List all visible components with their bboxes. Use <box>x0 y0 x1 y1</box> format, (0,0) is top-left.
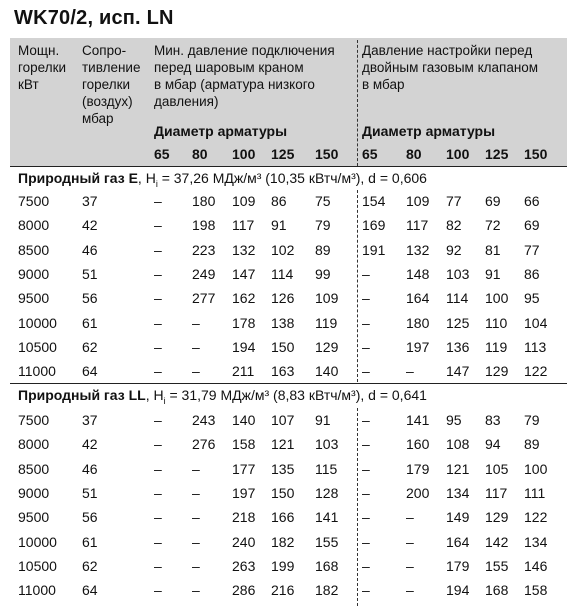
table-cell: – <box>192 484 200 501</box>
table-cell: 66 <box>524 193 540 209</box>
table-cell: – <box>362 265 370 282</box>
diameter-125: 125 <box>485 146 509 162</box>
section-rule <box>10 383 567 384</box>
table-cell: 100 <box>524 460 548 477</box>
table-cell: 42 <box>82 217 98 234</box>
table-cell: 10500 <box>18 338 57 355</box>
table-cell: 129 <box>485 509 509 526</box>
table-cell: – <box>192 338 200 355</box>
table-cell: 91 <box>485 265 501 282</box>
table-cell: 223 <box>192 241 216 258</box>
table-cell: 92 <box>446 241 462 258</box>
diameter-125: 125 <box>271 146 295 162</box>
table-cell: 147 <box>446 363 470 380</box>
table-cell: 122 <box>524 363 548 380</box>
table-cell: 103 <box>446 265 470 282</box>
table-cell: 62 <box>82 338 98 355</box>
table-cell: – <box>154 412 162 428</box>
section-params: = 37,26 МДж/м³ (10,35 кВтч/м³), d = 0,606 <box>157 170 427 186</box>
table-cell: 134 <box>446 484 470 501</box>
table-cell: 150 <box>271 484 295 501</box>
table-cell: 82 <box>446 217 462 234</box>
table-cell: 62 <box>82 557 98 574</box>
table-cell: – <box>192 557 200 574</box>
table-cell: 182 <box>315 582 339 599</box>
table-cell: 89 <box>315 241 331 258</box>
table-cell: 149 <box>446 509 470 526</box>
table-cell: 141 <box>315 509 339 526</box>
header-min-pressure: Мин. давление подключения перед шаровым краном в мбар (арматура низкого давления) <box>154 43 335 109</box>
table-cell: – <box>362 290 370 307</box>
table-cell: 9000 <box>18 265 50 282</box>
table-cell: 240 <box>232 533 256 550</box>
table-cell: – <box>406 582 414 599</box>
table-cell: 119 <box>315 314 338 331</box>
table-cell: 109 <box>232 193 256 209</box>
section-gas-name: Природный газ LL <box>18 387 146 403</box>
header-resistance: Сопро- тивление горелки (воздух) мбар <box>82 43 141 126</box>
table-cell: 155 <box>315 533 339 550</box>
table-cell: 218 <box>232 509 256 526</box>
table-cell: 46 <box>82 460 98 477</box>
table-cell: – <box>362 338 370 355</box>
table-cell: 83 <box>485 412 501 428</box>
table-cell: 111 <box>524 484 546 501</box>
section-hi: , H <box>145 387 164 403</box>
table-cell: 158 <box>524 582 548 599</box>
table-cell: 64 <box>82 363 98 380</box>
diameter-label-right: Диаметр арматуры <box>362 123 496 139</box>
table-cell: – <box>154 338 162 355</box>
diameter-65: 65 <box>362 146 378 162</box>
table-cell: 69 <box>485 193 501 209</box>
table-cell: – <box>154 582 162 599</box>
table-cell: 86 <box>271 193 287 209</box>
table-cell: 197 <box>232 484 256 501</box>
diameter-150: 150 <box>524 146 548 162</box>
table-cell: 51 <box>82 265 98 282</box>
page-title: WK70/2, исп. LN <box>14 7 174 29</box>
table-cell: – <box>154 241 162 258</box>
table-cell: 86 <box>524 265 540 282</box>
table-cell: 148 <box>406 265 430 282</box>
table-cell: – <box>192 363 200 380</box>
table-cell: 8500 <box>18 241 50 258</box>
table-cell: 95 <box>524 290 540 307</box>
table-cell: – <box>362 314 370 331</box>
table-cell: 179 <box>406 460 430 477</box>
table-cell: 46 <box>82 241 98 258</box>
table-cell: 263 <box>232 557 256 574</box>
table-cell: – <box>154 484 162 501</box>
table-cell: 56 <box>82 290 98 307</box>
table-cell: 178 <box>232 314 256 331</box>
section-title <box>18 387 427 406</box>
table-cell: 169 <box>362 217 386 234</box>
table-cell: 104 <box>524 314 548 331</box>
table-cell: 194 <box>232 338 256 355</box>
table-cell: 69 <box>524 217 540 234</box>
table-cell: 11000 <box>18 582 56 599</box>
table-cell: 286 <box>232 582 256 599</box>
table-cell: 61 <box>82 314 98 331</box>
table-cell: – <box>154 460 162 477</box>
table-cell: 125 <box>446 314 470 331</box>
section-params: = 31,79 МДж/м³ (8,83 кВтч/м³), d = 0,641 <box>165 387 427 403</box>
table-cell: – <box>362 557 370 574</box>
table-cell: 108 <box>446 436 470 453</box>
table-cell: 198 <box>192 217 216 234</box>
table-cell: 122 <box>524 509 548 526</box>
table-cell: 91 <box>271 217 287 234</box>
table-cell: – <box>362 582 370 599</box>
table-cell: 276 <box>192 436 216 453</box>
table-cell: – <box>362 436 370 453</box>
table-cell: 95 <box>446 412 462 428</box>
table-cell: 117 <box>406 217 429 234</box>
table-cell: 77 <box>446 193 462 209</box>
diameter-100: 100 <box>446 146 470 162</box>
table-cell: 132 <box>232 241 256 258</box>
table-cell: 150 <box>271 338 295 355</box>
table-cell: 7500 <box>18 412 50 428</box>
table-cell: – <box>362 509 370 526</box>
table-cell: – <box>406 363 414 380</box>
table-cell: – <box>406 533 414 550</box>
table-cell: 75 <box>315 193 331 209</box>
table-cell: 132 <box>406 241 430 258</box>
header-setting-pressure: Давление настройки перед двойным газовым клапаном в мбар <box>362 43 539 92</box>
table-cell: 168 <box>485 582 509 599</box>
table-cell: 7500 <box>18 193 50 209</box>
table-cell: 8000 <box>18 436 50 453</box>
table-cell: 126 <box>271 290 295 307</box>
table-cell: 77 <box>524 241 540 258</box>
table-cell: 42 <box>82 436 98 453</box>
table-cell: 134 <box>524 533 548 550</box>
table-cell: 200 <box>406 484 430 501</box>
table-cell: – <box>154 217 162 234</box>
table-cell: 128 <box>315 484 339 501</box>
section-hi: , H <box>137 170 156 186</box>
table-cell: 11000 <box>18 363 56 380</box>
table-cell: – <box>154 193 162 209</box>
table-cell: 79 <box>524 412 540 428</box>
table-cell: – <box>154 265 162 282</box>
table-cell: – <box>154 436 162 453</box>
table-cell: 147 <box>232 265 256 282</box>
table-cell: – <box>192 582 200 599</box>
table-cell: – <box>362 533 370 550</box>
table-cell: 10000 <box>18 533 57 550</box>
table-cell: 8500 <box>18 460 50 477</box>
section-hi-sub: i <box>155 178 158 189</box>
table-cell: – <box>154 533 162 550</box>
table-cell: – <box>192 460 200 477</box>
table-cell: 107 <box>271 412 295 428</box>
table-cell: 141 <box>406 412 430 428</box>
section-gas-name: Природный газ E <box>18 170 138 186</box>
diameter-80: 80 <box>192 146 208 162</box>
table-cell: – <box>192 533 200 550</box>
table-cell: 10000 <box>18 314 57 331</box>
table-cell: 51 <box>82 484 98 501</box>
table-cell: 179 <box>446 557 470 574</box>
header-power: Мощн. горелки кВт <box>18 43 67 92</box>
table-cell: 113 <box>524 338 547 355</box>
table-cell: 121 <box>446 460 470 477</box>
table-cell: 142 <box>485 533 509 550</box>
table-cell: – <box>154 509 162 526</box>
diameter-100: 100 <box>232 146 256 162</box>
table-cell: 194 <box>446 582 470 599</box>
diameter-150: 150 <box>315 146 339 162</box>
table-cell: – <box>154 557 162 574</box>
column-divider <box>357 190 358 382</box>
table-cell: 9500 <box>18 509 50 526</box>
table-cell: 154 <box>362 193 386 209</box>
table-cell: 162 <box>232 290 256 307</box>
table-cell: 109 <box>406 193 430 209</box>
table-cell: 10500 <box>18 557 57 574</box>
table-cell: – <box>362 363 370 380</box>
table-cell: 191 <box>362 241 386 258</box>
table-cell: 9500 <box>18 290 50 307</box>
table-cell: 158 <box>232 436 256 453</box>
table-cell: 56 <box>82 509 98 526</box>
table-cell: 114 <box>446 290 469 307</box>
table-cell: 100 <box>485 290 509 307</box>
table-cell: 136 <box>446 338 470 355</box>
table-cell: – <box>406 509 414 526</box>
section-hi-sub: i <box>163 395 166 406</box>
table-cell: 138 <box>271 314 295 331</box>
section-title <box>18 170 427 189</box>
table-cell: – <box>154 363 162 380</box>
table-cell: 9000 <box>18 484 50 501</box>
table-cell: 37 <box>82 412 98 428</box>
table-cell: – <box>362 484 370 501</box>
table-cell: 197 <box>406 338 430 355</box>
table-cell: 89 <box>524 436 540 453</box>
table-cell: 91 <box>315 412 331 428</box>
table-cell: 146 <box>524 557 548 574</box>
table-cell: – <box>192 509 200 526</box>
table-cell: 166 <box>271 509 295 526</box>
table-cell: – <box>362 412 370 428</box>
table-cell: – <box>406 557 414 574</box>
section-rule <box>10 166 567 167</box>
table-cell: 180 <box>192 193 216 209</box>
column-divider <box>357 408 358 606</box>
diameter-80: 80 <box>406 146 422 162</box>
table-cell: – <box>362 460 370 477</box>
table-cell: 155 <box>485 557 509 574</box>
table-cell: 182 <box>271 533 295 550</box>
table-cell: 216 <box>271 582 295 599</box>
table-cell: 163 <box>271 363 295 380</box>
table-cell: 37 <box>82 193 98 209</box>
table-cell: 249 <box>192 265 216 282</box>
table-cell: 199 <box>271 557 295 574</box>
table-cell: 121 <box>271 436 295 453</box>
table-cell: 114 <box>271 265 294 282</box>
table-cell: 243 <box>192 412 216 428</box>
table-cell: 115 <box>315 460 338 477</box>
table-cell: – <box>192 314 200 331</box>
table-cell: 61 <box>82 533 98 550</box>
table-cell: 102 <box>271 241 295 258</box>
table-cell: 129 <box>315 338 339 355</box>
table-cell: 79 <box>315 217 331 234</box>
table-cell: 140 <box>315 363 339 380</box>
table-cell: 140 <box>232 412 256 428</box>
table-cell: 129 <box>485 363 509 380</box>
table-cell: – <box>154 290 162 307</box>
table-cell: 8000 <box>18 217 50 234</box>
table-cell: 103 <box>315 436 339 453</box>
table-cell: 164 <box>446 533 470 550</box>
table-cell: – <box>154 314 162 331</box>
table-cell: 64 <box>82 582 98 599</box>
table-cell: 94 <box>485 436 501 453</box>
table-cell: 168 <box>315 557 339 574</box>
table-cell: 160 <box>406 436 430 453</box>
table-cell: 110 <box>485 314 508 331</box>
table-cell: 180 <box>406 314 430 331</box>
table-cell: 81 <box>485 241 501 258</box>
table-cell: 211 <box>232 363 255 380</box>
table-cell: 277 <box>192 290 216 307</box>
table-cell: 117 <box>485 484 508 501</box>
table-cell: 109 <box>315 290 339 307</box>
table-cell: 117 <box>232 217 255 234</box>
table-cell: 99 <box>315 265 331 282</box>
table-cell: 119 <box>485 338 508 355</box>
column-divider <box>357 40 358 166</box>
table-cell: 72 <box>485 217 501 234</box>
diameter-65: 65 <box>154 146 170 162</box>
table-cell: 177 <box>232 460 256 477</box>
table-cell: 105 <box>485 460 509 477</box>
table-cell: 164 <box>406 290 430 307</box>
table-cell: 135 <box>271 460 295 477</box>
diameter-label-left: Диаметр арматуры <box>154 123 288 139</box>
